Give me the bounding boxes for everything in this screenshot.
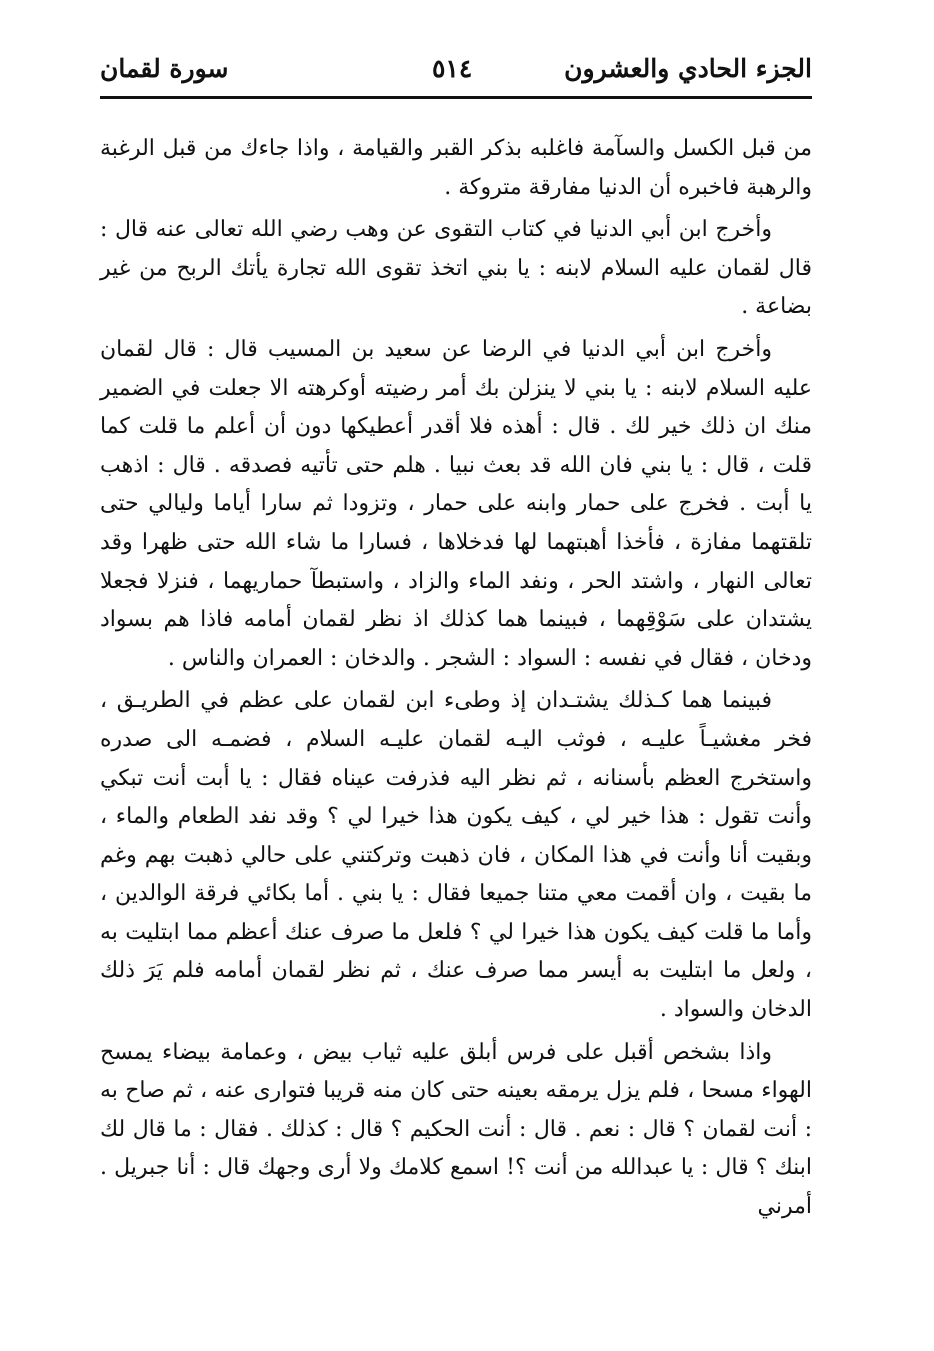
paragraph: وأخرج ابن أبي الدنيا في الرضا عن سعيد بن المسيب قال : قال لقمان عليه السلام لابنه : يا بني لا ينزلن بك أمر رضيته أوكرهته الا جعلت في الضمير منك ان ذلك خير لك . قال : أهذه فلا أقدر أعطيكها دون أن أعلم ما قلت كما قلت ، قال : يا بني فان الله قد بعث نبيا . هلم حتى تأتيه فصدقه . قال : اذهب يا أبت . فخرج على حمار وابنه على حمار ، وتزودا ثم سارا أياما وليالي حتى تلقتهما مفازة ، فأخذا أهبتهما لها فدخلاها ، فسارا ما شاء الله حتى ظهرا وقد تعالى النهار ، واشتد الحر ، ونفد الماء والزاد ، واستبطآ حماريهما ، فنزلا فجعلا يشتدان على سَوْقِهما ، فبينما هما كذلك اذ نظر لقمان أمامه فاذا هم بسواد ودخان ، فقال في نفسه : السواد : الشجر . والدخان : العمران والناس . — [100, 336, 812, 671]
paragraph: من قبل الكسل والسآمة فاغلبه بذكر القبر والقيامة ، واذا جاءك من قبل الرغبة والرهبة فاخبره أن الدنيا مفارقة متروكة . — [100, 136, 812, 200]
main-text — [100, 130, 812, 1231]
header-rule — [100, 96, 812, 99]
surah-title: سورة لقمان — [100, 54, 229, 83]
paragraph: وأخرج ابن أبي الدنيا في كتاب التقوى عن وهب رضي الله تعالى عنه قال : قال لقمان عليه السلام لابنه : يا بني اتخذ تقوى الله تجارة يأتك الربح من غير بضاعة . — [100, 217, 812, 320]
page-number: ٥١٤ — [432, 54, 473, 83]
page-header — [100, 50, 812, 90]
part-title: الجزء الحادي والعشرون — [564, 54, 812, 83]
paragraph: فبينما هما كـذلك يشتـدان إذ وطىء ابن لقمان على عظم في الطريـق ، فخر مغشيـاً عليـه ، فوثب اليـه لقمان عليـه السلام ، فضمـه الى صدره واستخرج العظم بأسنانه ، ثم نظر اليه فذرفت عيناه فقال : يا أبت أنت تبكي وأنت تقول : هذا خير لي ، كيف يكون هذا خيرا لي ؟ وقد نفد الطعام والماء ، وبقيت أنا وأنت في هذا المكان ، فان ذهبت وتركتني على حالي ذهبت بهم وغم ما بقيت ، وان أقمت معي متنا جميعا فقال : يا بني . أما بكائي فرقة الوالدين ، وأما ما قلت كيف يكون هذا خيرا لي ؟ فلعل ما صرف عنك أعظم مما ابتليت به ، ولعل ما ابتليت به أيسر مما صرف عنك ، ثم نظر لقمان أمامه فلم يَرَ ذلك الدخان والسواد . — [100, 688, 813, 1023]
paragraph: واذا بشخص أقبل على فرس أبلق عليه ثياب بيض ، وعمامة بيضاء يمسح الهواء مسحا ، فلم يزل يرمقه بعينه حتى كان منه قريبا فتوارى عنه ، ثم صاح به : أنت لقمان ؟ قال : نعم . قال : أنت الحكيم ؟ قال : كذلك . فقال : ما قال لك ابنك ؟ قال : يا عبدالله من أنت ؟! اسمع كلامك ولا أرى وجهك قال : أنا جبريل . أمرني — [100, 1039, 812, 1220]
